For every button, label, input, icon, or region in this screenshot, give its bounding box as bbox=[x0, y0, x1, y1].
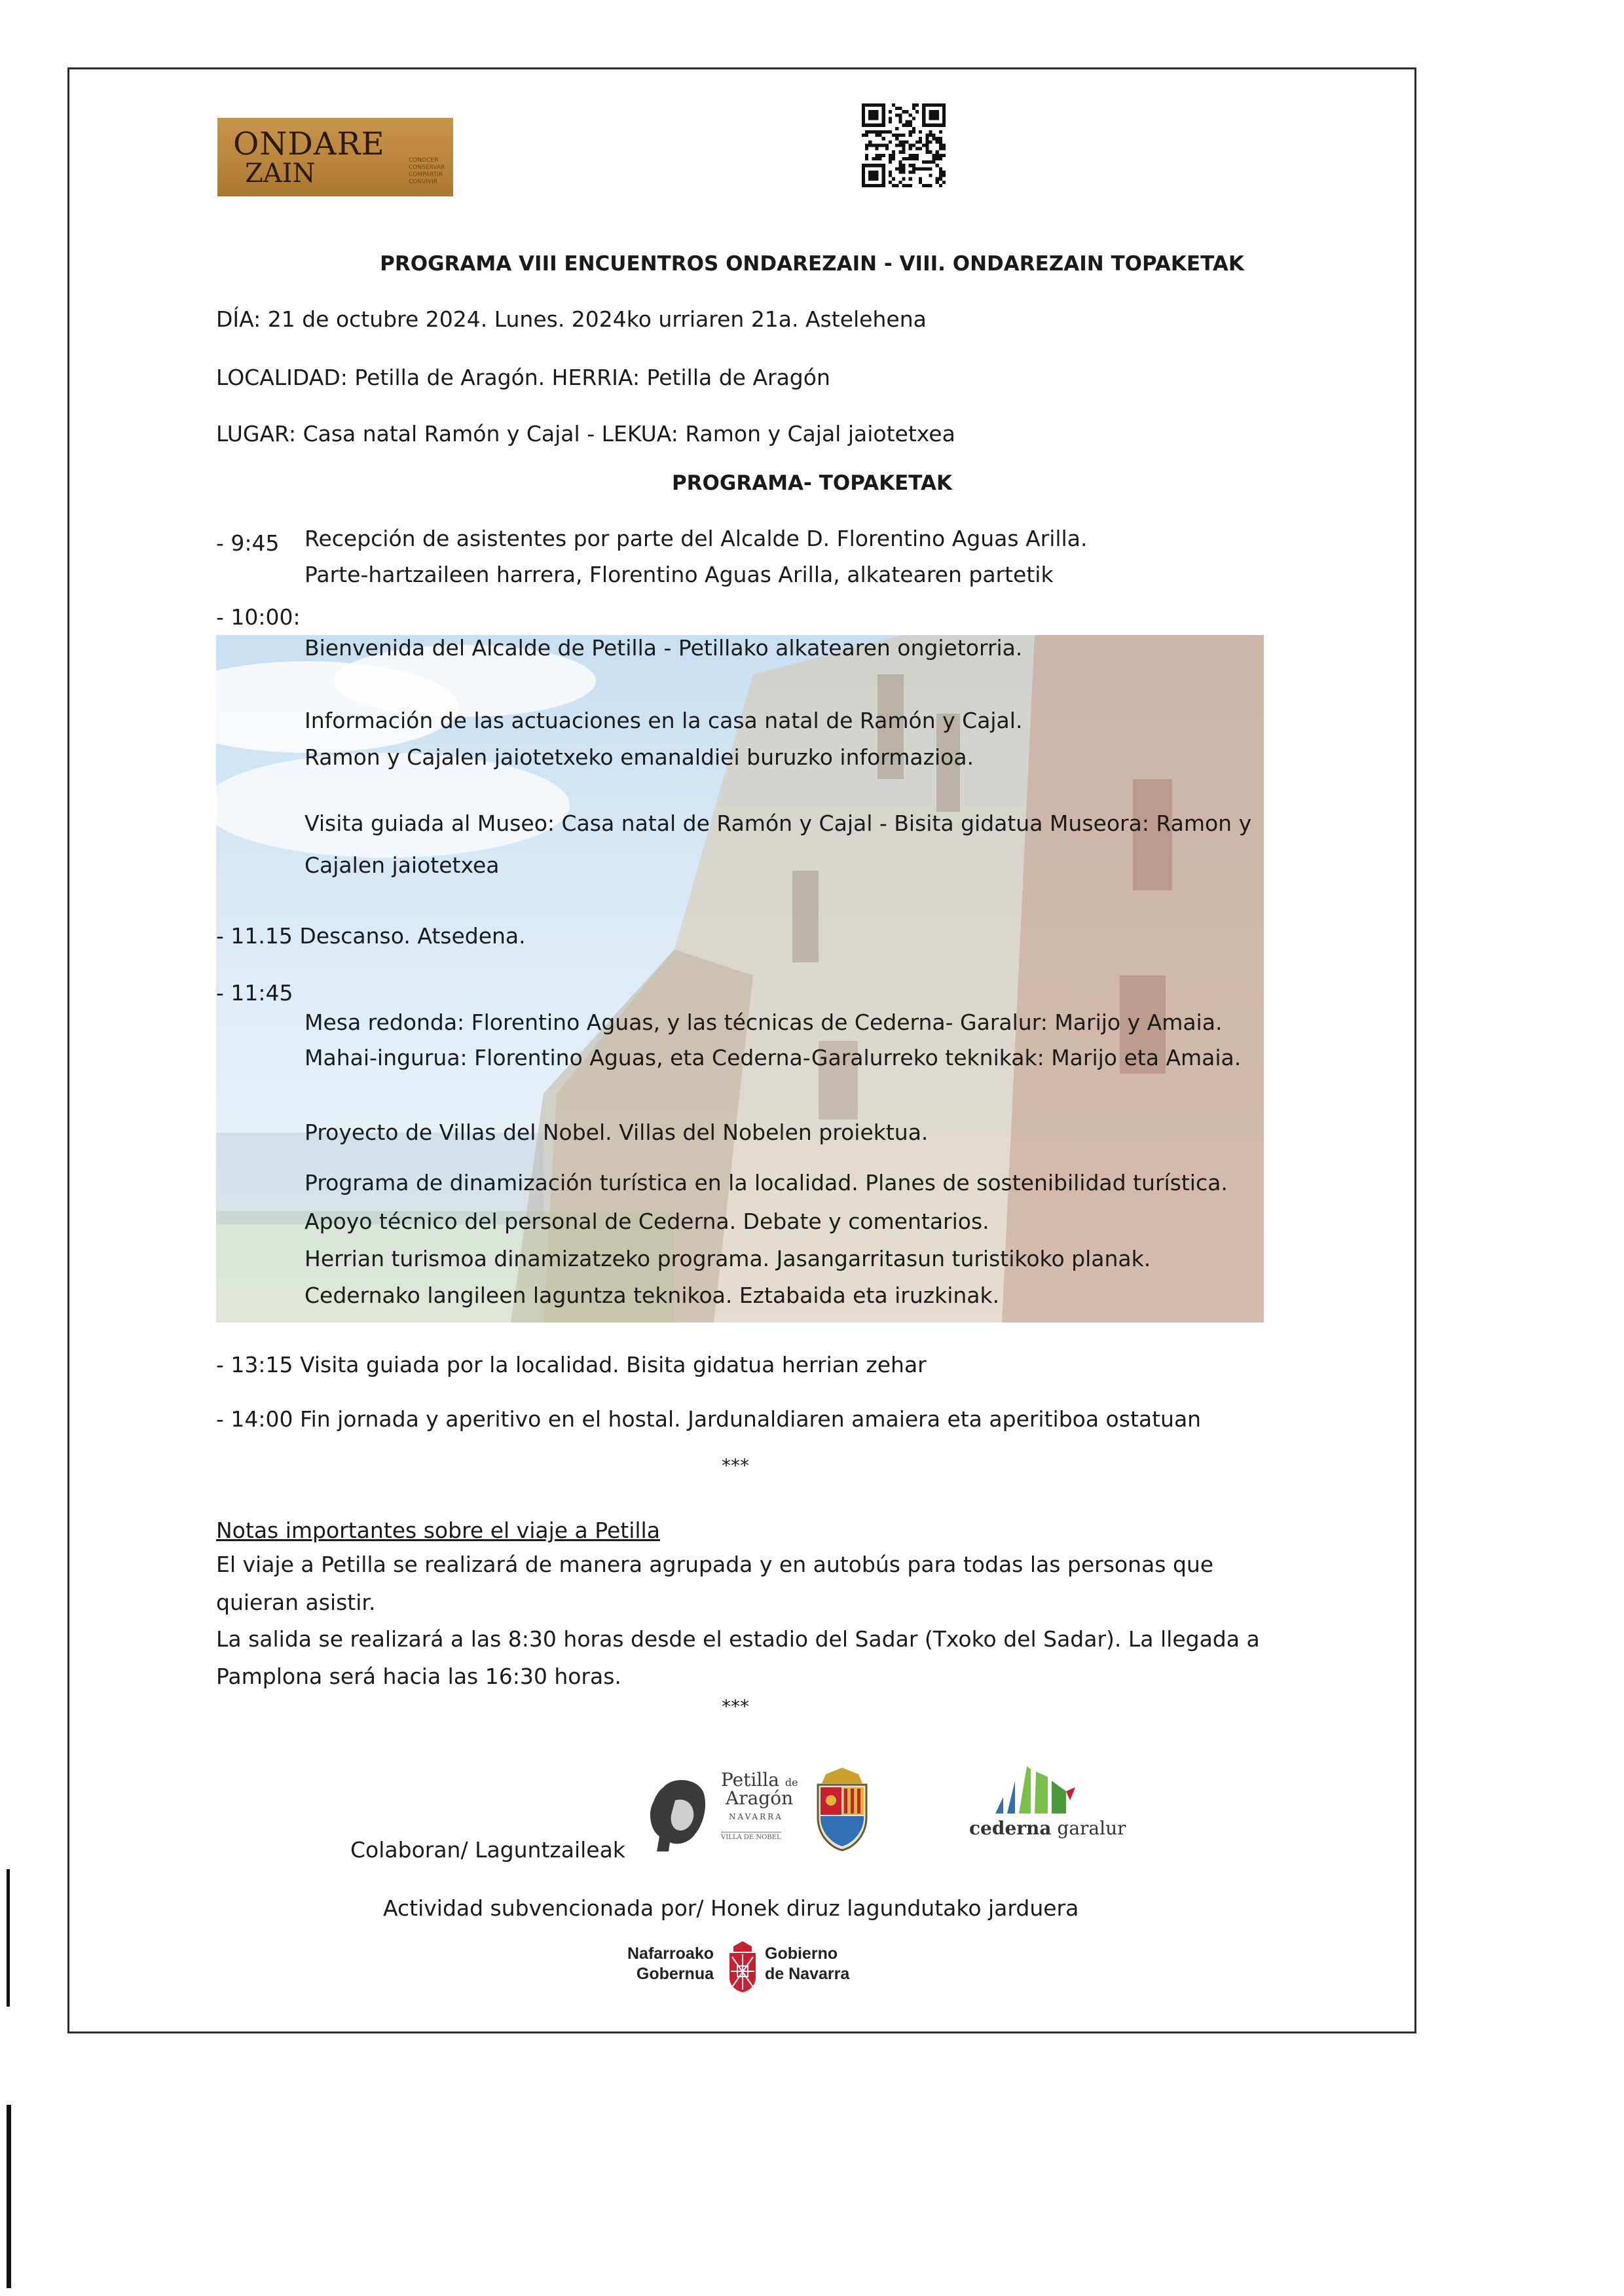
qr-module bbox=[865, 157, 868, 160]
qr-module bbox=[889, 120, 892, 124]
qr-module bbox=[915, 147, 919, 151]
qr-module bbox=[915, 103, 919, 107]
logo-tagline-2: CONSERVAR bbox=[409, 164, 445, 171]
qr-module bbox=[906, 110, 909, 113]
qr-module bbox=[912, 143, 915, 147]
gob-r1: Gobierno bbox=[765, 1944, 838, 1963]
qr-module bbox=[906, 184, 909, 187]
schedule-1115: - 11.15 Descanso. Atsedena. bbox=[216, 923, 526, 949]
schedule-bienvenida: Bienvenida del Alcalde de Petilla - Petillako alkatearen ongietorria. bbox=[304, 635, 1023, 661]
gob-l1: Nafarroako bbox=[627, 1944, 714, 1963]
qr-module bbox=[925, 151, 929, 154]
logo-word-ondare: ONDARE bbox=[233, 126, 385, 162]
petilla-word: Petilla bbox=[721, 1769, 779, 1791]
qr-module bbox=[932, 160, 936, 164]
qr-module bbox=[929, 151, 932, 154]
qr-module bbox=[889, 174, 892, 177]
qr-module bbox=[925, 184, 929, 187]
qr-module bbox=[909, 147, 912, 151]
gob-l2: Gobernua bbox=[636, 1965, 714, 1983]
qr-module bbox=[919, 130, 922, 134]
qr-module bbox=[912, 167, 915, 170]
qr-module bbox=[936, 137, 939, 140]
qr-module bbox=[868, 130, 872, 134]
qr-module bbox=[889, 130, 892, 134]
qr-module bbox=[902, 157, 905, 160]
logo-tagline-3: COMPARTIR bbox=[409, 172, 443, 178]
qr-module bbox=[892, 151, 895, 154]
qr-code[interactable] bbox=[862, 103, 946, 187]
qr-module bbox=[919, 167, 922, 170]
qr-module bbox=[909, 120, 912, 124]
qr-module bbox=[925, 143, 929, 147]
qr-module bbox=[879, 130, 882, 134]
qr-module bbox=[906, 120, 909, 124]
qr-module bbox=[865, 147, 868, 151]
petilla-logo bbox=[644, 1768, 879, 1856]
qr-module bbox=[895, 134, 898, 137]
qr-module bbox=[909, 124, 912, 127]
qr-module bbox=[895, 127, 898, 130]
qr-module bbox=[912, 103, 915, 107]
qr-module bbox=[942, 154, 946, 157]
qr-module bbox=[932, 134, 936, 137]
qr-module bbox=[889, 181, 892, 184]
qr-module bbox=[909, 184, 912, 187]
schedule-mesa-1: Mesa redonda: Florentino Aguas, y las técnicas de Cederna- Garalur: Marijo y Amaia. bbox=[304, 1010, 1223, 1035]
qr-module bbox=[925, 134, 929, 137]
qr-module bbox=[885, 147, 889, 151]
scan-edge-mark bbox=[7, 2105, 11, 2288]
qr-module bbox=[885, 143, 889, 147]
qr-module bbox=[925, 147, 929, 151]
qr-module bbox=[909, 154, 912, 157]
qr-module bbox=[909, 157, 912, 160]
qr-module bbox=[902, 167, 905, 170]
qr-module bbox=[939, 143, 942, 147]
time-0945: - 9:45 bbox=[216, 530, 280, 556]
qr-module bbox=[906, 140, 909, 143]
schedule-proyecto: Proyecto de Villas del Nobel. Villas del Nobelen proiektua. bbox=[304, 1120, 929, 1145]
qr-module bbox=[892, 103, 895, 107]
qr-module bbox=[915, 110, 919, 113]
qr-module bbox=[902, 164, 905, 167]
qr-module bbox=[932, 154, 936, 157]
qr-module bbox=[919, 140, 922, 143]
qr-module bbox=[909, 113, 912, 117]
qr-module bbox=[919, 137, 922, 140]
schedule-1400: - 14:00 Fin jornada y aperitivo en el hostal. Jardunaldiaren amaiera eta aperitiboa ostatuan bbox=[216, 1406, 1202, 1432]
qr-module bbox=[915, 140, 919, 143]
qr-module bbox=[902, 143, 905, 147]
notes-line-2: quieran asistir. bbox=[216, 1590, 376, 1615]
qr-module bbox=[865, 134, 868, 137]
qr-module bbox=[902, 134, 905, 137]
schedule-info-1: Información de las actuaciones en la casa natal de Ramón y Cajal. bbox=[304, 708, 1023, 733]
qr-module bbox=[906, 157, 909, 160]
garalur-word: garalur bbox=[1051, 1817, 1126, 1839]
programa-subtitle: PROGRAMA- TOPAKETAK bbox=[671, 471, 953, 495]
qr-module bbox=[936, 157, 939, 160]
qr-module bbox=[919, 147, 922, 151]
ramon-y-cajal-portrait-icon bbox=[644, 1774, 716, 1853]
cederna-text bbox=[969, 1817, 1126, 1839]
qr-module bbox=[912, 164, 915, 167]
qr-module bbox=[912, 127, 915, 130]
cederna-garalur-logo bbox=[953, 1761, 1130, 1846]
qr-module bbox=[939, 184, 942, 187]
notes-line-1: El viaje a Petilla se realizará de manera agrupada y en autobús para todas las personas que bbox=[216, 1552, 1214, 1577]
qr-module bbox=[932, 157, 936, 160]
qr-module bbox=[939, 157, 942, 160]
gob-spanish-name bbox=[765, 1944, 849, 1984]
qr-module bbox=[898, 160, 902, 164]
qr-module bbox=[889, 157, 892, 160]
navarra-caption: NAVARRA bbox=[729, 1812, 783, 1821]
qr-module bbox=[942, 181, 946, 184]
schedule-prog-3: Herrian turismoa dinamizatzeko programa. Jasangarritasun turistikoko planak. bbox=[304, 1246, 1151, 1271]
qr-module bbox=[898, 164, 902, 167]
qr-module bbox=[925, 160, 929, 164]
schedule-visita-1: Visita guiada al Museo: Casa natal de Ramón y Cajal - Bisita gidatua Museora: Ramon y bbox=[304, 811, 1252, 836]
info-dia: DÍA: 21 de octubre 2024. Lunes. 2024ko urriaren 21a. Astelehena bbox=[216, 306, 927, 332]
qr-module bbox=[922, 143, 925, 147]
qr-module bbox=[939, 140, 942, 143]
qr-module bbox=[909, 130, 912, 134]
qr-module bbox=[898, 107, 902, 110]
qr-module bbox=[898, 181, 902, 184]
qr-module bbox=[939, 170, 942, 173]
qr-module bbox=[872, 130, 875, 134]
qr-module bbox=[942, 174, 946, 177]
qr-module bbox=[909, 134, 912, 137]
qr-module bbox=[895, 184, 898, 187]
qr-module bbox=[906, 124, 909, 127]
qr-module bbox=[879, 143, 882, 147]
qr-module bbox=[895, 107, 898, 110]
qr-module bbox=[882, 137, 885, 140]
qr-module bbox=[912, 157, 915, 160]
qr-module bbox=[872, 157, 875, 160]
qr-module bbox=[879, 134, 882, 137]
qr-module bbox=[939, 177, 942, 181]
qr-module bbox=[889, 117, 892, 120]
qr-module bbox=[885, 130, 889, 134]
schedule-0945-line2: Parte-hartzaileen harrera, Florentino Aguas Arilla, alkatearen partetik bbox=[304, 562, 1054, 587]
qr-module bbox=[898, 140, 902, 143]
qr-module bbox=[892, 134, 895, 137]
qr-module bbox=[942, 147, 946, 151]
gob-basque-name bbox=[606, 1944, 714, 1984]
qr-module bbox=[902, 147, 905, 151]
ondarezain-logo bbox=[217, 118, 453, 196]
qr-module bbox=[889, 160, 892, 164]
qr-module bbox=[868, 140, 872, 143]
qr-module bbox=[865, 154, 868, 157]
qr-module bbox=[872, 143, 875, 147]
schedule-mesa-2: Mahai-ingurua: Florentino Aguas, eta Cederna-Garalurreko teknikak: Marijo eta Amaia. bbox=[304, 1045, 1242, 1070]
qr-module bbox=[936, 181, 939, 184]
colaboran-label: Colaboran/ Laguntzaileak bbox=[350, 1837, 625, 1863]
gob-r2: de Navarra bbox=[765, 1965, 850, 1983]
qr-module bbox=[875, 147, 878, 151]
qr-module bbox=[942, 143, 946, 147]
qr-module bbox=[912, 170, 915, 173]
qr-module bbox=[929, 140, 932, 143]
qr-module bbox=[868, 143, 872, 147]
logo-tagline-4: CONVIVIR bbox=[409, 179, 437, 185]
qr-module bbox=[895, 167, 898, 170]
cederna-mark-icon bbox=[989, 1761, 1087, 1820]
qr-module bbox=[902, 110, 905, 113]
qr-module bbox=[929, 134, 932, 137]
villa-nobel-caption: VILLA DE NOBEL bbox=[721, 1832, 781, 1841]
qr-module bbox=[875, 154, 878, 157]
document-title: PROGRAMA VIII ENCUENTROS ONDAREZAIN - VIII. ONDAREZAIN TOPAKETAK bbox=[380, 252, 1244, 276]
logo-word-zain: ZAIN bbox=[245, 158, 316, 189]
schedule-0945-line1: Recepción de asistentes por parte del Alcalde D. Florentino Aguas Arilla. bbox=[304, 526, 1088, 551]
schedule-prog-2: Apoyo técnico del personal de Cederna. Debate y comentarios. bbox=[304, 1209, 989, 1234]
info-lugar: LUGAR: Casa natal Ramón y Cajal - LEKUA: Ramon y Cajal jaiotetxea bbox=[216, 421, 955, 446]
qr-module bbox=[895, 143, 898, 147]
notes-line-4: Pamplona será hacia las 16:30 horas. bbox=[216, 1664, 621, 1689]
qr-module bbox=[879, 154, 882, 157]
qr-module bbox=[936, 164, 939, 167]
qr-module bbox=[902, 184, 905, 187]
qr-module bbox=[875, 134, 878, 137]
qr-module bbox=[875, 130, 878, 134]
qr-module bbox=[898, 167, 902, 170]
separator-1: *** bbox=[722, 1455, 749, 1476]
qr-module bbox=[929, 160, 932, 164]
qr-module bbox=[882, 130, 885, 134]
qr-module bbox=[882, 143, 885, 147]
logo-tagline-1: CONOCER bbox=[409, 157, 439, 164]
qr-module bbox=[929, 167, 932, 170]
qr-module bbox=[922, 160, 925, 164]
qr-module bbox=[889, 140, 892, 143]
schedule-info-2: Ramon y Cajalen jaiotetxeko emanaldiei buruzko informazioa. bbox=[304, 744, 974, 770]
qr-module bbox=[865, 130, 868, 134]
qr-module bbox=[865, 143, 868, 147]
navarra-shield-icon bbox=[726, 1941, 760, 1994]
qr-module bbox=[898, 113, 902, 117]
actividad-subvencionada: Actividad subvencionada por/ Honek diruz lagundutako jarduera bbox=[383, 1895, 1079, 1921]
schedule-prog-4: Cedernako langileen laguntza teknikoa. Eztabaida eta iruzkinak. bbox=[304, 1283, 1000, 1308]
schedule-1315: - 13:15 Visita guiada por la localidad. Bisita gidatua herrian zehar bbox=[216, 1352, 927, 1377]
qr-module bbox=[882, 154, 885, 157]
qr-module bbox=[939, 154, 942, 157]
qr-module bbox=[912, 117, 915, 120]
qr-module bbox=[902, 170, 905, 173]
qr-module bbox=[902, 177, 905, 181]
petilla-de-word: de bbox=[784, 1776, 798, 1789]
qr-module bbox=[929, 174, 932, 177]
qr-module bbox=[875, 157, 878, 160]
separator-2: *** bbox=[722, 1696, 749, 1717]
qr-module bbox=[929, 130, 932, 134]
qr-module bbox=[902, 140, 905, 143]
qr-module bbox=[922, 184, 925, 187]
qr-module bbox=[915, 157, 919, 160]
qr-module bbox=[915, 167, 919, 170]
time-1145: - 11:45 bbox=[216, 980, 293, 1006]
gobierno-navarra-logo bbox=[606, 1941, 881, 2000]
qr-module bbox=[862, 134, 865, 137]
notes-line-3: La salida se realizará a las 8:30 horas desde el estadio del Sadar (Txoko del Sadar). La llegada a bbox=[216, 1626, 1260, 1652]
qr-module bbox=[895, 137, 898, 140]
qr-module bbox=[902, 151, 905, 154]
qr-module bbox=[939, 147, 942, 151]
qr-module bbox=[925, 137, 929, 140]
qr-module bbox=[942, 170, 946, 173]
qr-module bbox=[939, 167, 942, 170]
qr-module bbox=[898, 120, 902, 124]
qr-module bbox=[925, 140, 929, 143]
qr-module bbox=[939, 137, 942, 140]
qr-module bbox=[932, 137, 936, 140]
schedule-visita-2: Cajalen jaiotetxea bbox=[304, 852, 500, 878]
qr-module bbox=[936, 177, 939, 181]
qr-module bbox=[898, 117, 902, 120]
qr-module bbox=[898, 134, 902, 137]
qr-module bbox=[892, 177, 895, 181]
qr-module bbox=[925, 167, 929, 170]
qr-module bbox=[898, 143, 902, 147]
qr-module bbox=[892, 154, 895, 157]
qr-module bbox=[902, 124, 905, 127]
qr-module bbox=[879, 157, 882, 160]
qr-module bbox=[892, 157, 895, 160]
qr-module bbox=[919, 177, 922, 181]
qr-module bbox=[936, 151, 939, 154]
notes-title: Notas importantes sobre el viaje a Petilla bbox=[216, 1518, 660, 1543]
qr-module bbox=[936, 140, 939, 143]
qr-module bbox=[889, 110, 892, 113]
qr-module bbox=[892, 184, 895, 187]
cederna-word: cederna bbox=[969, 1817, 1052, 1839]
qr-module bbox=[898, 170, 902, 173]
qr-module bbox=[939, 130, 942, 134]
qr-module bbox=[889, 170, 892, 173]
qr-module bbox=[939, 174, 942, 177]
qr-module bbox=[929, 184, 932, 187]
qr-module bbox=[922, 167, 925, 170]
qr-module bbox=[912, 107, 915, 110]
qr-module bbox=[909, 164, 912, 167]
qr-module bbox=[895, 113, 898, 117]
scan-edge-mark bbox=[7, 1869, 10, 2007]
schedule-prog-1: Programa de dinamización turística en la localidad. Planes de sostenibilidad turística. bbox=[304, 1170, 1228, 1195]
qr-module bbox=[912, 130, 915, 134]
qr-module bbox=[936, 154, 939, 157]
aragon-word: Aragón bbox=[726, 1787, 794, 1809]
qr-module bbox=[889, 154, 892, 157]
qr-module bbox=[909, 143, 912, 147]
qr-module bbox=[909, 170, 912, 173]
qr-module bbox=[875, 143, 878, 147]
qr-module bbox=[915, 154, 919, 157]
time-1000: - 10:00: bbox=[216, 604, 301, 630]
qr-module bbox=[909, 177, 912, 181]
qr-module bbox=[919, 181, 922, 184]
info-localidad: LOCALIDAD: Petilla de Aragón. HERRIA: Petilla de Aragón bbox=[216, 365, 830, 390]
qr-module bbox=[898, 151, 902, 154]
qr-module bbox=[912, 154, 915, 157]
coat-of-arms-icon bbox=[806, 1768, 878, 1853]
